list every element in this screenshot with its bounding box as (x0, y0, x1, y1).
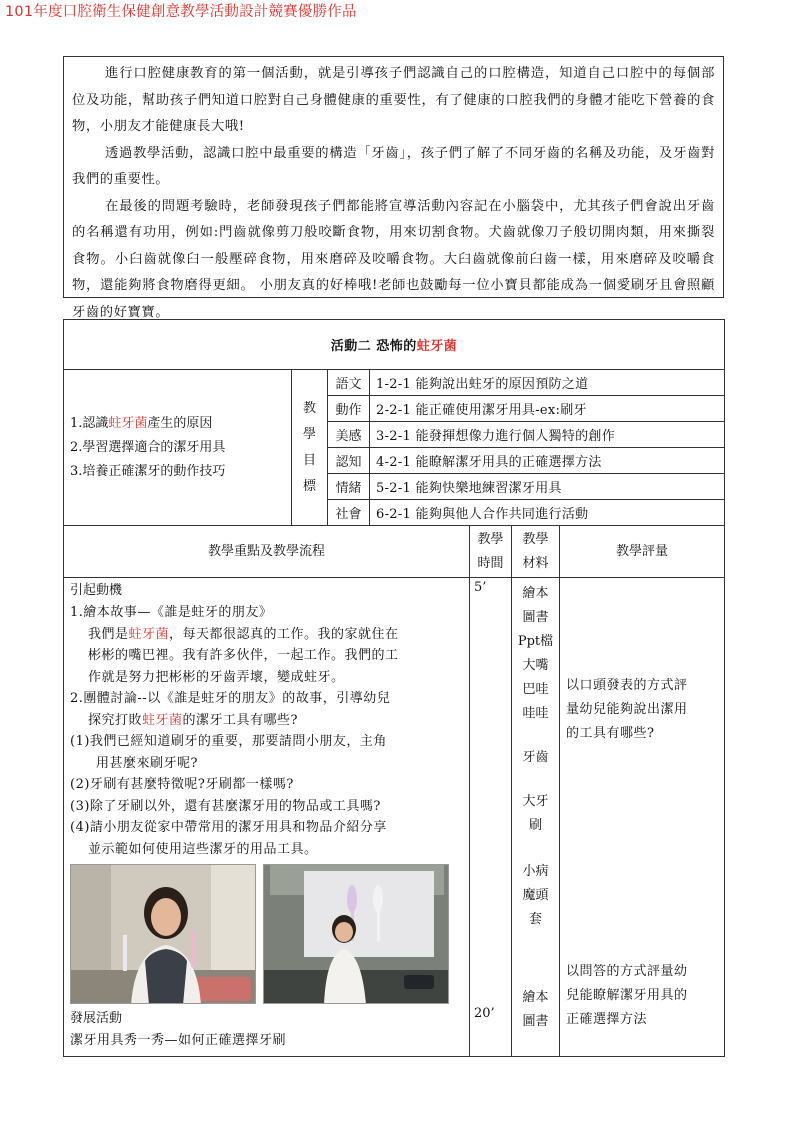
objective-domain: 動作 (328, 396, 370, 422)
question-item: (4)請小朋友從家中帶常用的潔牙用具和物品介紹分享 (70, 820, 387, 835)
teaching-evaluation (560, 578, 725, 1057)
material-header: 教學 材料 (512, 526, 560, 578)
evaluation-item: 以口頭發表的方式評 量幼兒能夠說出潔用 的工具有哪些? (566, 678, 688, 741)
objective-standard: 3-2-1 能發揮想像力進行個人獨特的創作 (370, 422, 725, 448)
objective-domain: 社會 (328, 500, 370, 526)
goal-item: 3.培養正確潔牙的動作技巧 (70, 463, 226, 479)
section-title-motivation: 引起動機 (70, 583, 123, 598)
objective-standard: 2-2-1 能正確使用潔牙用具-ex:刷牙 (370, 396, 725, 422)
intro-paragraph-1: 進行口腔健康教育的第一個活動，就是引導孩子們認識自己的口腔構造，知道自己口腔中的每個部位及功能，幫助孩子們知道口腔對自己身體健康的重要性，有了健康的口腔我們的身體才能吃下營養的食物，小朋友才能健康長大哦! (72, 66, 715, 134)
goal-item: 2.學習選擇適合的潔牙用具 (70, 439, 226, 455)
evaluation-item: 以問答的方式評量幼 兒能瞭解潔牙用具的 正確選擇方法 (566, 964, 688, 1027)
objective-domain: 語文 (328, 370, 370, 396)
question-item: (1)我們已經知道刷牙的重要，那要請問小朋友，主角 (70, 734, 387, 749)
evaluation-header: 教學評量 (560, 526, 725, 578)
activity-table (63, 319, 725, 1057)
flow-item: 1.繪本故事—《誰是蛀牙的朋友》 (70, 605, 273, 620)
objective-standard: 1-2-1 能夠說出蛀牙的原因預防之道 (370, 370, 725, 396)
activity-title-highlight: 蛀牙菌 (416, 339, 458, 354)
flow-item: 潔牙用具秀一秀—如何正確選擇牙刷 (70, 1033, 287, 1048)
story-line: 作就是努力把彬彬的牙齒弄壞，變成蛀牙。 (88, 669, 345, 685)
time-value: 5’ (474, 580, 487, 595)
story-line: 彬彬的嘴巴裡。我有許多伙伴，一起工作。我們的工 (88, 648, 399, 663)
objective-domain: 認知 (328, 448, 370, 474)
teacher-presentation-photo (263, 864, 449, 1004)
objective-standard: 6-2-1 能夠與他人合作共同進行活動 (370, 500, 725, 526)
objectives-label: 教 學 目 標 (292, 370, 328, 526)
question-item: (2)牙刷有甚麼特徵呢?牙刷都一樣嗎? (70, 777, 294, 792)
story-line: 我們是蛀牙菌，每天都很認真的工作。我的家就住在 (88, 626, 399, 642)
teaching-materials: 繪本 圖書 Ppt檔 大嘴 巴哇 哇哇 牙齒 大牙 刷 小病 魔頭 套 繪本 圖書 (512, 578, 560, 1057)
teaching-flow (64, 578, 470, 1057)
question-item-continued: 用甚麼來刷牙呢? (96, 755, 198, 771)
intro-text-box (63, 56, 724, 320)
question-item: (3)除了牙刷以外，還有甚麼潔牙用的物品或工具嗎? (70, 798, 381, 814)
intro-paragraph-3: 在最後的問題考驗時，老師發現孩子們都能將宣導活動內容記在小腦袋中，尤其孩子們會說出牙齒的名稱還有功用，例如:門齒就像剪刀般咬斷食物，用來切割食物。犬齒就像刀子般切開肉類，用來撕裂食物。小臼齒就像臼一般壓碎食物，用來磨碎及咬嚼食物。大臼齒就像前臼齒一樣，用來磨碎及咬嚼食物，還能夠將食物磨得更細。 小朋友真的好棒哦!老師也鼓勵每一位小寶貝都能成為一個愛刷牙且會照顧牙齒的好寶寶。 (72, 198, 715, 320)
activity-photos (70, 864, 465, 1004)
time-value: 20’ (474, 1006, 495, 1021)
goal-item: 1.認識蛀牙菌產生的原因 (70, 415, 213, 431)
activity-title (64, 320, 725, 370)
flow-header: 教學重點及教學流程 (64, 526, 470, 578)
objective-standard: 5-2-1 能夠快樂地練習潔牙用具 (370, 474, 725, 500)
teacher-toothbrush-photo (70, 864, 256, 1004)
teaching-time (470, 578, 512, 1057)
time-header: 教學 時間 (470, 526, 512, 578)
page-header-title: 101年度口腔衛生保健創意教學活動設計競賽優勝作品 (5, 4, 357, 20)
flow-item: 2.團體討論--以《誰是蛀牙的朋友》的故事，引導幼兒 (70, 691, 391, 706)
objective-domain: 美感 (328, 422, 370, 448)
section-title-development: 發展活動 (70, 1011, 123, 1026)
objective-standard: 4-2-1 能瞭解潔牙用具的正確選擇方法 (370, 448, 725, 474)
flow-item-continued: 探究打敗蛀牙菌的潔牙工具有哪些? (88, 712, 299, 728)
activity-title-prefix: 活動二 恐怖的 (330, 339, 417, 354)
question-item-continued: 並示範如何使用這些潔牙的用品工具。 (88, 841, 318, 857)
activity-goals (64, 370, 292, 526)
intro-paragraph-2: 透過教學活動，認識口腔中最重要的構造「牙齒」，孩子們了解了不同牙齒的名稱及功能，及牙齒對我們的重要性。 (72, 145, 715, 187)
objective-domain: 情緒 (328, 474, 370, 500)
